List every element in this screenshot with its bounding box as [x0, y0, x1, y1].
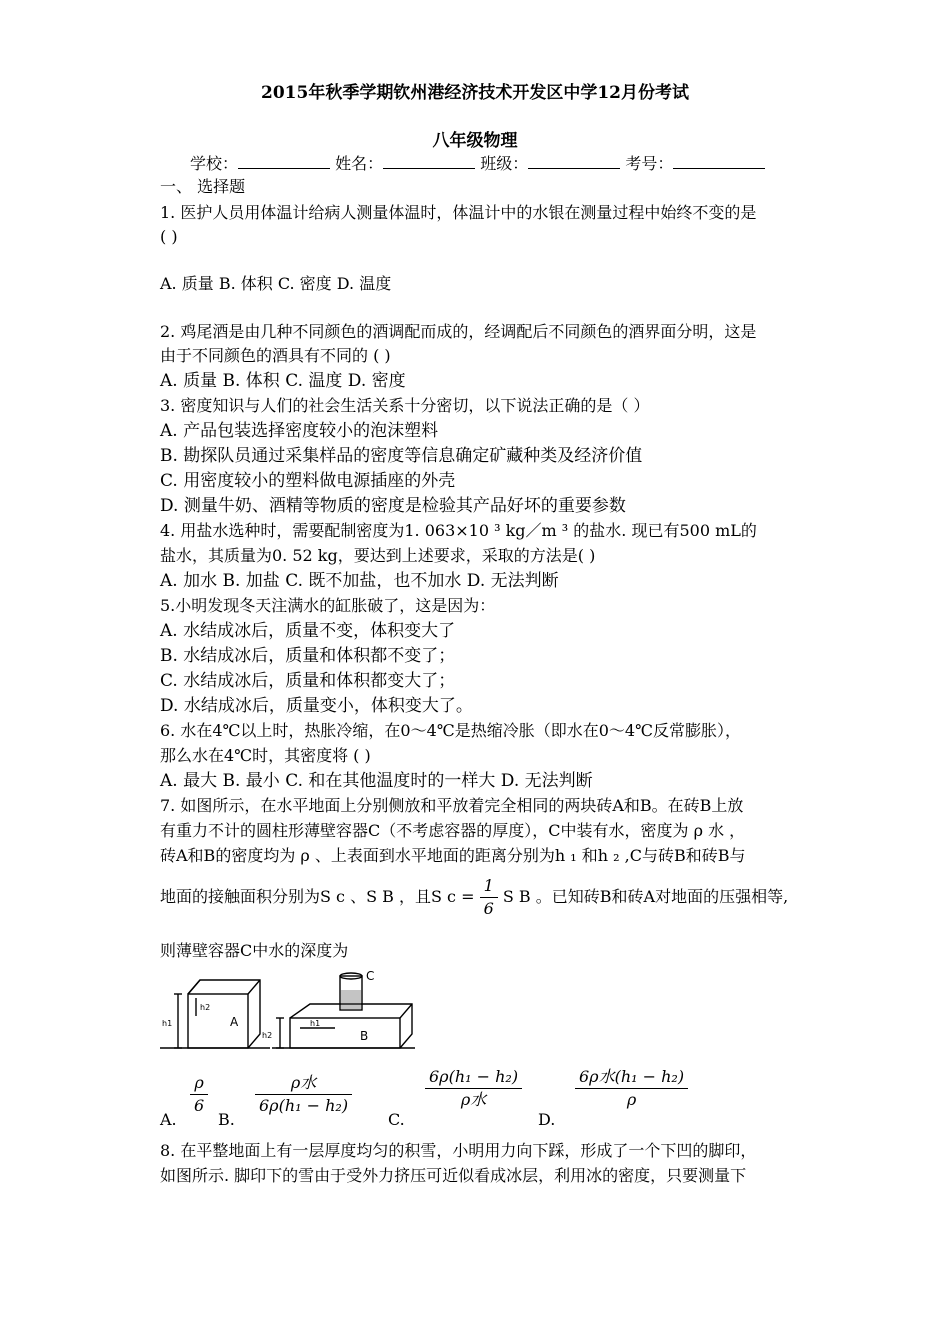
class-label: 班级：	[480, 154, 529, 173]
q3-option-a: A. 产品包装选择密度较小的泡沫塑料	[160, 421, 439, 441]
q3-option-b: B. 勘探队员通过采集样品的密度等信息确定矿藏种类及经济价值	[160, 446, 643, 466]
ans-b-num: ρ水	[255, 1072, 352, 1095]
q1-options: A. 质量 B. 体积 C. 密度 D. 温度	[160, 274, 392, 293]
q7-answer-c[interactable]	[425, 1066, 522, 1111]
ans-a-num: ρ	[190, 1072, 208, 1095]
q7-label-b: B.	[218, 1110, 235, 1129]
q6-options: A. 最大 B. 最小 C. 和在其他温度时的一样大 D. 无法判断	[160, 771, 593, 791]
brick-a-top-side	[188, 980, 260, 1048]
brick-b-front	[290, 1018, 400, 1048]
q2-line1: 2. 鸡尾酒是由几种不同颜色的酒调配而成的，经调配后不同颜色的酒界面分明，这是	[160, 322, 757, 341]
q7-line4	[160, 875, 788, 920]
section-title: 一、 选择题	[160, 177, 246, 196]
q6-line1: 6. 水在4℃以上时，热胀冷缩，在0～4℃是热缩冷胀（即水在0～4℃反常膨胀），	[160, 721, 741, 740]
label-h2-b: h2	[262, 1031, 273, 1040]
label-c: C	[366, 969, 375, 983]
name-field[interactable]	[383, 152, 475, 169]
q5-option-a: A. 水结成冰后，质量不变，体积变大了	[160, 621, 456, 641]
q5-stem: 5.小明发现冬天注满水的缸胀破了，这是因为：	[160, 596, 496, 615]
exam-subject: 八年级物理	[432, 131, 518, 151]
q5-option-c: C. 水结成冰后，质量和体积都变大了；	[160, 671, 456, 691]
q7-line4-b: S B 。已知砖B和砖A对地面的压强相等,	[502, 887, 789, 906]
fraction-denominator: 6	[483, 899, 494, 918]
q7-answer-a[interactable]	[190, 1072, 208, 1117]
exam-title: 2015年秋季学期钦州港经济技术开发区中学12月份考试	[261, 83, 689, 103]
label-h2-a: h2	[200, 1003, 211, 1012]
school-field[interactable]	[238, 152, 330, 169]
q1-paren: ( )	[160, 227, 178, 246]
label-a: A	[230, 1015, 239, 1029]
q8-line1: 8. 在平整地面上有一层厚度均匀的积雪，小明用力向下踩，形成了一个下凹的脚印，	[160, 1141, 757, 1160]
ans-c-den: ρ水	[460, 1090, 487, 1109]
q8-line2: 如图所示. 脚印下的雪由于受外力挤压可近似看成冰层，利用冰的密度，只要测量下	[160, 1166, 747, 1185]
brick-figure	[160, 968, 415, 1058]
number-label: 考号：	[625, 154, 674, 173]
ans-c-num: 6ρ(h₁ − h₂)	[425, 1066, 522, 1089]
label-b: B	[360, 1029, 369, 1043]
fraction-numerator: 1	[480, 875, 498, 898]
school-label: 学校：	[190, 154, 239, 173]
number-field[interactable]	[673, 152, 765, 169]
brick-a-front	[188, 994, 248, 1048]
q7-label-d: D.	[538, 1110, 556, 1129]
q7-answer-b[interactable]	[255, 1072, 352, 1117]
q2-options: A. 质量 B. 体积 C. 温度 D. 密度	[160, 371, 406, 391]
q7-line5: 则薄壁容器C中水的深度为	[160, 941, 349, 960]
q4-line2: 盐水，其质量为0. 52 kg，要达到上述要求，采取的方法是( )	[160, 546, 596, 565]
q7-label-a: A.	[160, 1110, 177, 1129]
q5-option-d: D. 水结成冰后，质量变小，体积变大了。	[160, 696, 473, 716]
q5-option-b: B. 水结成冰后，质量和体积都不变了；	[160, 646, 456, 666]
class-field[interactable]	[528, 152, 620, 169]
q7-line4-a: 地面的接触面积分别为S c 、S B ，且S c =	[160, 887, 475, 906]
q7-label-c: C.	[388, 1110, 405, 1129]
name-label: 姓名：	[335, 154, 384, 173]
q4-options: A. 加水 B. 加盐 C. 既不加盐，也不加水 D. 无法判断	[160, 571, 559, 591]
water-in-container	[341, 990, 361, 1010]
q1-stem: 1. 医护人员用体温计给病人测量体温时，体温计中的水银在测量过程中始终不变的是	[160, 203, 757, 222]
ans-d-num: 6ρ水(h₁ − h₂)	[575, 1066, 688, 1089]
q4-line1: 4. 用盐水选种时，需要配制密度为1. 063×10 ³ kg／m ³ 的盐水. 现已有500 mL的	[160, 521, 757, 540]
q3-stem: 3. 密度知识与人们的社会生活关系十分密切，以下说法正确的是（ ）	[160, 396, 650, 415]
q7-line2: 有重力不计的圆柱形薄壁容器C（不考虑容器的厚度），C中装有水，密度为 ρ 水 ，	[160, 821, 746, 840]
ans-a-den: 6	[194, 1096, 205, 1115]
q3-option-c: C. 用密度较小的塑料做电源插座的外壳	[160, 471, 456, 491]
q6-line2: 那么水在4℃时，其密度将 ( )	[160, 746, 371, 765]
q2-line2: 由于不同颜色的酒具有不同的 ( )	[160, 346, 391, 365]
label-h1-b: h1	[310, 1019, 321, 1028]
q3-option-d: D. 测量牛奶、酒精等物质的密度是检验其产品好坏的重要参数	[160, 496, 626, 516]
ans-d-den: ρ	[626, 1090, 637, 1109]
student-info-row	[190, 152, 765, 175]
q7-fraction	[480, 875, 498, 920]
ans-b-den: 6ρ(h₁ − h₂)	[259, 1096, 349, 1115]
q7-line3: 砖A和B的密度均为 ρ 、上表面到水平地面的距离分别为h ₁ 和h ₂ ,C与砖B和砖B与	[160, 846, 746, 865]
label-h1-a: h1	[162, 1019, 173, 1028]
q7-answer-d[interactable]	[575, 1066, 688, 1111]
q7-line1: 7. 如图所示，在水平地面上分别侧放和平放着完全相同的两块砖A和B。在砖B上放	[160, 796, 744, 815]
